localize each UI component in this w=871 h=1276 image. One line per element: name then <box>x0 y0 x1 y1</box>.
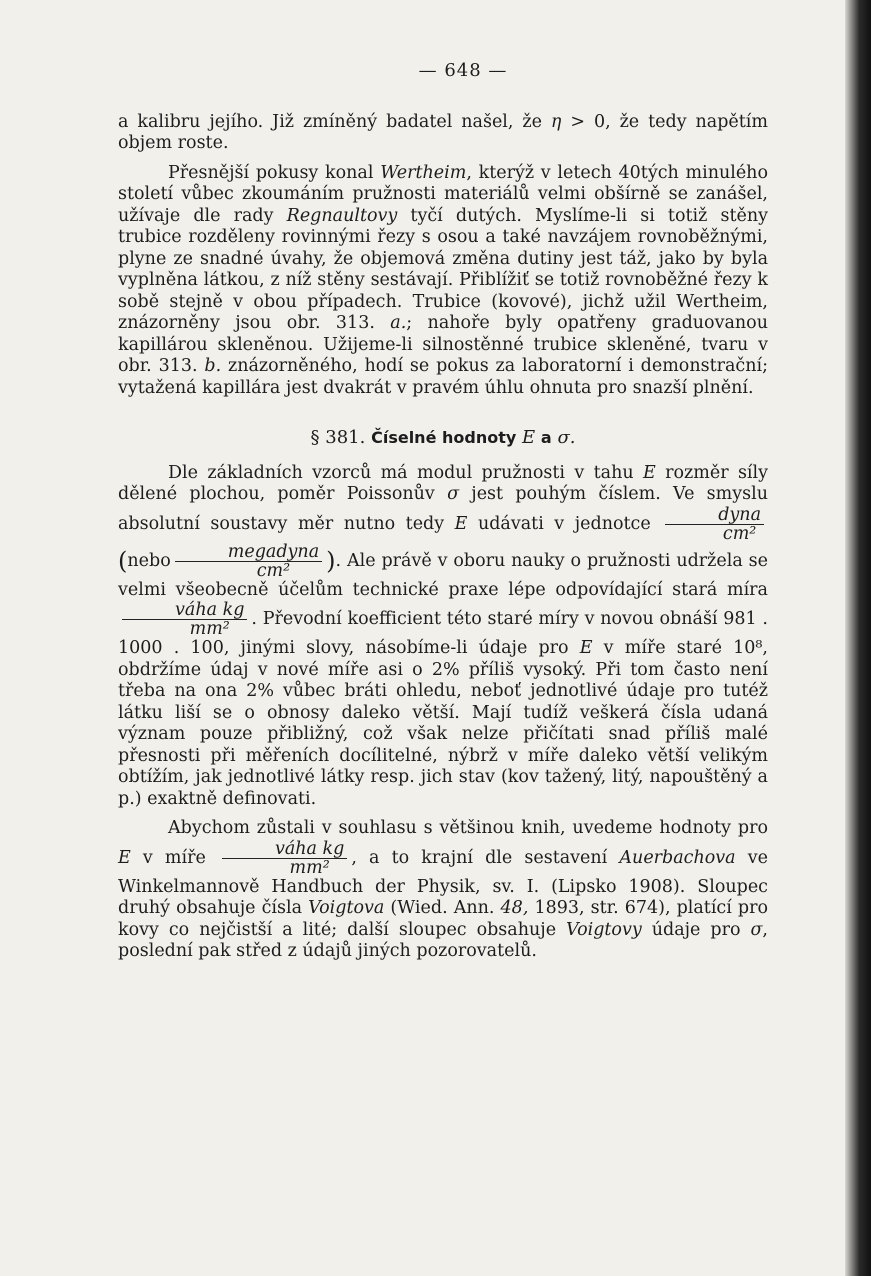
fraction-denominator: cm² <box>722 523 757 544</box>
symbol-E: E <box>579 638 593 658</box>
section-number: § 381. <box>310 427 366 448</box>
text-run: , kterýž v letech 40tých minulého století vůbec zkoumáním pružnosti materiálů velmi obšírně se zanášel, užívaje dle rady <box>118 162 768 226</box>
symbol-E: E <box>643 462 656 483</box>
symbol-E: E <box>118 847 131 868</box>
paragraph-4 <box>118 818 768 963</box>
text-run: znázorněného, hodí se pokus za laboratorní i demonstrační; vytažená kapillára jest dvakrát v pravém úhlu ohnuta pro snazší plnění. <box>118 356 768 398</box>
text-run: Abychom zůstali v souhlasu s většinou knih, uvedeme hodnoty pro <box>168 818 768 838</box>
name-voigt: Voigtovy <box>566 919 642 940</box>
text-run: nebo <box>127 550 171 571</box>
text-run: a kalibru jejího. Již zmíněný badatel našel, že <box>118 111 551 132</box>
section-title: Číselné hodnoty <box>371 428 517 447</box>
symbol-sigma: σ <box>750 919 763 940</box>
text-run: . Převodní koefficient této staré míry v novou obnáší 981 . 1000 . 100, jinými slovy, násobíme-li údaje pro <box>118 609 768 658</box>
fraction-numerator: megadyna <box>175 543 322 562</box>
page-edge-shadow <box>845 0 871 1276</box>
text-run: (Wied. Ann. <box>384 898 501 918</box>
fraction-numerator: váha kg <box>222 840 347 859</box>
text-run: rozměr síly dělené plochou, poměr Poissonův <box>118 462 769 504</box>
name-regnault: Regnaultovy <box>286 205 398 226</box>
fraction-dyna-cm2 <box>665 506 764 543</box>
figure-ref-a: a. <box>390 313 407 333</box>
text-run: údaje pro <box>641 919 751 940</box>
paragraph-1 <box>118 112 768 155</box>
figure-ref-b: b. <box>204 356 222 376</box>
text-run: jest pouhým číslem. Ve smyslu absolutní soustavy měr nutno tedy <box>118 484 768 534</box>
paren-close: ) <box>326 546 336 575</box>
fraction-vaha-kg-mm2 <box>122 601 247 638</box>
heading-and: a <box>540 428 552 447</box>
page-number: — 648 — <box>418 60 508 81</box>
text-run: v míře staré 10⁸, obdržíme údaj v nové míře asi o 2% příliš vysoký. Při tom často není třeba na ona 2% vůbec bráti ohledu, neboť jednotlivé údaje pro tutéž látku liší se o obnosy daleko větší. Mají tudíž veškerá čísla udaná význam pouze přibližný, což však nelze přičítati snad příliš malé přesnosti při měřeních docílitelné, nýbrž v míře daleko větší velikým obtížím, jak jednotlivé látky resp. jich stav (kov tažený, litý, napouštěný a p.) exaktně definovati. <box>118 638 768 809</box>
text-run: tyčí dutých. Myslíme-li si totiž stěny trubice rozděleny rovinnými řezy s osou a také navzájem rovnoběžnými, plyne ze snadné úvahy, že objemová změna dutiny jest táž, jako by byla vyplněna látkou, z níž stěny sestávají. Přiblížiť se totiž rovnoběžné řezy k sobě stejně v obou případech. Trubice (kovové), jichž užil Wertheim, znázorněny jsou obr. 313. <box>118 205 769 333</box>
text-run: ; nahoře byly opatřeny graduovanou kapillárou skleněnou. Užijeme-li silnostěnné trubice skleněné, tvaru v obr. 313. <box>118 313 768 376</box>
fraction-numerator: dyna <box>665 506 764 525</box>
symbol-eta: η <box>550 111 562 132</box>
symbol-sigma: σ. <box>557 427 576 448</box>
text-run: . Ale právě v oboru nauky o pružnosti udržela se velmi všeobecně účelům technické praxe lépe odpovídající stará míra <box>118 550 768 600</box>
fraction-denominator: mm² <box>189 619 230 639</box>
fraction-denominator: cm² <box>256 560 291 581</box>
paragraph-3 <box>118 463 768 811</box>
fraction-vaha-kg-mm2 <box>222 840 347 877</box>
text-run: v míře <box>130 847 218 868</box>
text-run: udávati v jednotce <box>467 513 662 534</box>
section-heading <box>118 427 768 449</box>
symbol-E: E <box>454 513 468 534</box>
name-wertheim: Wertheim <box>380 162 467 183</box>
fraction-numerator: váha kg <box>122 601 247 620</box>
text-run: Přesnější pokusy konal <box>168 162 381 183</box>
text-run: ve Winkelmannově Handbuch der Physik, sv. I. (Lipsko 1908). Sloupec druhý obsahuje čísla <box>118 847 768 918</box>
text-run: > 0, že tedy napětím objem roste. <box>118 111 768 153</box>
text-run: , a to krajní dle sestavení <box>351 847 620 868</box>
page-body <box>118 60 768 963</box>
text-run: , poslední pak střed z údajů jiných pozorovatelů. <box>118 919 768 961</box>
fraction-denominator: mm² <box>289 857 330 878</box>
name-auerbach: Auerbachova <box>619 847 736 868</box>
name-voigt: Voigtova <box>308 898 385 918</box>
paragraph-2 <box>118 163 768 400</box>
volume-number: 48, <box>500 898 529 918</box>
fraction-megadyna-cm2 <box>175 543 322 580</box>
paren-open: ( <box>118 546 128 575</box>
symbol-E: E <box>522 427 536 448</box>
text-run: 1893, str. 674), platící pro kovy co nejčistší a lité; další sloupec obsahuje <box>118 898 769 940</box>
symbol-sigma: σ <box>447 484 460 504</box>
text-run: Dle základních vzorců má modul pružnosti v tahu <box>168 462 643 483</box>
